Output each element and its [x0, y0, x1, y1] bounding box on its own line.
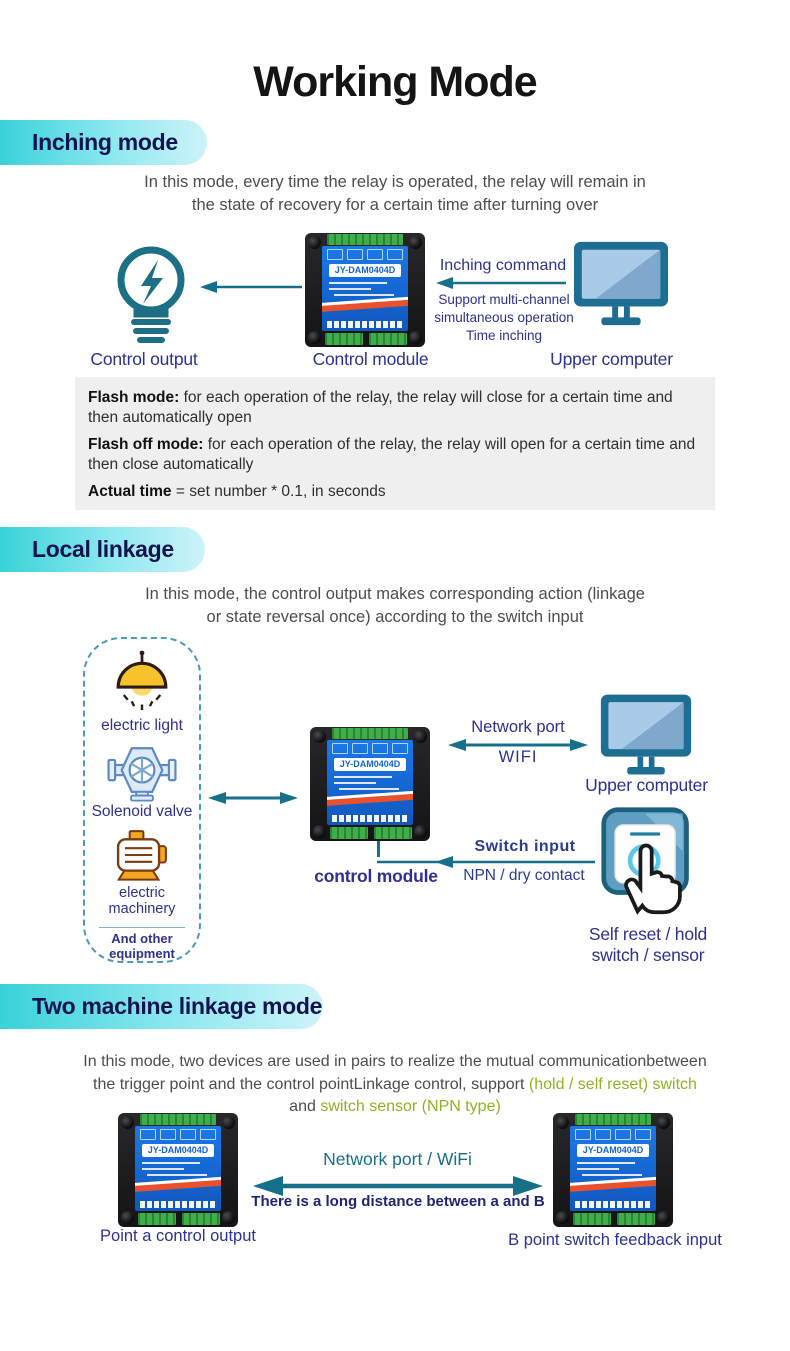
control-output-label: Control output — [90, 349, 198, 369]
section-header-two-machine — [0, 984, 323, 1029]
module-terminal-strip — [330, 827, 368, 839]
control-module-image — [118, 1113, 238, 1227]
module-screw — [308, 236, 321, 249]
module-model-label: JY-DAM0404D — [334, 758, 406, 771]
equipment-divider — [99, 927, 185, 928]
note-flash-off-mode: Flash off mode: for each operation of the relay, the relay will open for a certain time and then close automatically — [88, 436, 696, 473]
section-header-label: Local linkage — [32, 536, 174, 562]
module-terminal-strip — [140, 1114, 216, 1125]
module-text-line — [329, 288, 371, 290]
arrow-to-control-output — [200, 280, 302, 294]
switch-input-label: Switch input — [474, 838, 576, 855]
module-text-line — [577, 1162, 635, 1164]
module-screw — [414, 730, 427, 743]
touch-switch-icon — [600, 806, 694, 916]
module-screw — [308, 331, 321, 344]
module-port-row — [575, 1201, 651, 1208]
control-module-slot — [305, 233, 425, 347]
module-model-label: JY-DAM0404D — [329, 264, 401, 277]
module-text-line — [142, 1162, 200, 1164]
module-front-panel — [135, 1126, 221, 1211]
note-flash-mode: Flash mode: for each operation of the relay, the relay will close for a certain time and then automatically open — [88, 389, 673, 426]
module-terminal-strip — [617, 1213, 655, 1225]
page-title: Working Mode — [253, 58, 537, 106]
module-red-stripe — [135, 1180, 221, 1193]
module-port-row — [140, 1201, 216, 1208]
module-front-panel — [570, 1126, 656, 1211]
module-text-line — [334, 782, 376, 784]
module-screw — [222, 1116, 235, 1129]
upper-computer-label: Upper computer — [550, 349, 673, 369]
npn-dry-contact-label: NPN / dry contact — [463, 867, 585, 884]
section-header-inching — [0, 120, 207, 165]
module-red-stripe — [322, 300, 408, 313]
module-relay-icons — [322, 249, 408, 260]
module-screw — [121, 1211, 134, 1224]
arrow-inching-command — [436, 276, 566, 290]
module-screw — [313, 730, 326, 743]
module-relay-icons — [135, 1129, 221, 1140]
module-screw — [657, 1116, 670, 1129]
upper-computer-monitor-icon — [599, 692, 693, 780]
module-text-line — [582, 1174, 642, 1176]
upper-computer-label: Upper computer — [585, 775, 708, 795]
module-text-line — [147, 1174, 207, 1176]
inching-support-note: Support multi-channel simultaneous operation Time inching — [434, 292, 574, 343]
module-text-line — [329, 282, 387, 284]
electric-light-label: electric light — [101, 716, 183, 734]
note-actual-time: Actual time = set number * 0.1, in seconds — [88, 483, 386, 500]
module-text-line — [334, 294, 394, 296]
two-machine-description: In this mode, two devices are used in pairs to realize the mutual communicationbetween the trigger point and the control pointLinkage control, support (hold / self reset) switch and switch sensor (NPN type) — [83, 1053, 707, 1115]
control-module-label: Control module — [312, 349, 429, 369]
module-terminal-strip — [575, 1114, 651, 1125]
solenoid-valve-label: Solenoid valve — [91, 802, 193, 820]
mode-notes-box — [75, 377, 715, 510]
control-module-image — [305, 233, 425, 347]
control-module-image — [310, 727, 430, 841]
point-b-label: B point switch feedback input — [508, 1231, 722, 1249]
module-red-stripe — [570, 1180, 656, 1193]
module-relay-icons — [327, 743, 413, 754]
module-model-label: JY-DAM0404D — [577, 1144, 649, 1157]
module-terminal-strip — [332, 728, 408, 739]
module-terminal-strip — [369, 333, 407, 345]
module-terminal-strip — [573, 1213, 611, 1225]
module-screw — [657, 1211, 670, 1224]
module-screw — [556, 1116, 569, 1129]
module-terminal-strip — [325, 333, 363, 345]
module-screw — [121, 1116, 134, 1129]
module-terminal-strip — [182, 1213, 220, 1225]
distance-note: There is a long distance between a and B — [251, 1193, 545, 1210]
module-front-panel — [327, 740, 413, 825]
section-header-label: Inching mode — [32, 129, 178, 155]
electric-light-icon — [103, 649, 181, 716]
upper-computer-monitor-icon — [572, 239, 670, 331]
module-terminal-strip — [138, 1213, 176, 1225]
sensor-label: Self reset / hold switch / sensor — [588, 924, 708, 965]
module-text-line — [142, 1168, 184, 1170]
network-port-label: Network port — [471, 718, 565, 736]
module-screw — [409, 331, 422, 344]
electric-machinery-icon — [101, 827, 183, 884]
electric-machinery-label: electric machinery — [108, 885, 176, 918]
solenoid-valve-icon — [98, 741, 186, 802]
inching-description: In this mode, every time the relay is operated, the relay will remain in the state of recovery for a certain time after turning over — [144, 173, 646, 214]
module-red-stripe — [327, 794, 413, 807]
module-screw — [313, 825, 326, 838]
module-screw — [222, 1211, 235, 1224]
module-screw — [556, 1211, 569, 1224]
section-header-local-linkage — [0, 527, 205, 572]
control-module-slot — [310, 727, 430, 841]
control-module-slot — [118, 1113, 238, 1227]
module-screw — [409, 236, 422, 249]
control-output-bulb-icon — [103, 242, 199, 344]
control-module-image — [553, 1113, 673, 1227]
control-module-label: control module — [314, 866, 438, 886]
module-terminal-strip — [374, 827, 412, 839]
module-terminal-strip — [327, 234, 403, 245]
arrow-equipment-module — [208, 790, 298, 806]
control-module-slot — [553, 1113, 673, 1227]
wifi-label: WIFI — [498, 748, 538, 766]
module-text-line — [339, 788, 399, 790]
module-screw — [414, 825, 427, 838]
network-port-wifi-label: Network port / WiFi — [323, 1149, 472, 1169]
module-relay-icons — [570, 1129, 656, 1140]
equipment-group-box — [83, 637, 201, 963]
other-equipment-label: And other equipment — [109, 931, 175, 961]
section-header-label: Two machine linkage mode — [32, 993, 323, 1019]
inching-command-label: Inching command — [439, 257, 567, 274]
point-a-label: Point a control output — [100, 1227, 256, 1245]
module-model-label: JY-DAM0404D — [142, 1144, 214, 1157]
module-text-line — [577, 1168, 619, 1170]
local-linkage-description: In this mode, the control output makes corresponding action (linkage or state reversal once) according to the switch input — [145, 585, 645, 626]
module-port-row — [327, 321, 403, 328]
module-port-row — [332, 815, 408, 822]
module-front-panel — [322, 246, 408, 331]
module-text-line — [334, 776, 392, 778]
